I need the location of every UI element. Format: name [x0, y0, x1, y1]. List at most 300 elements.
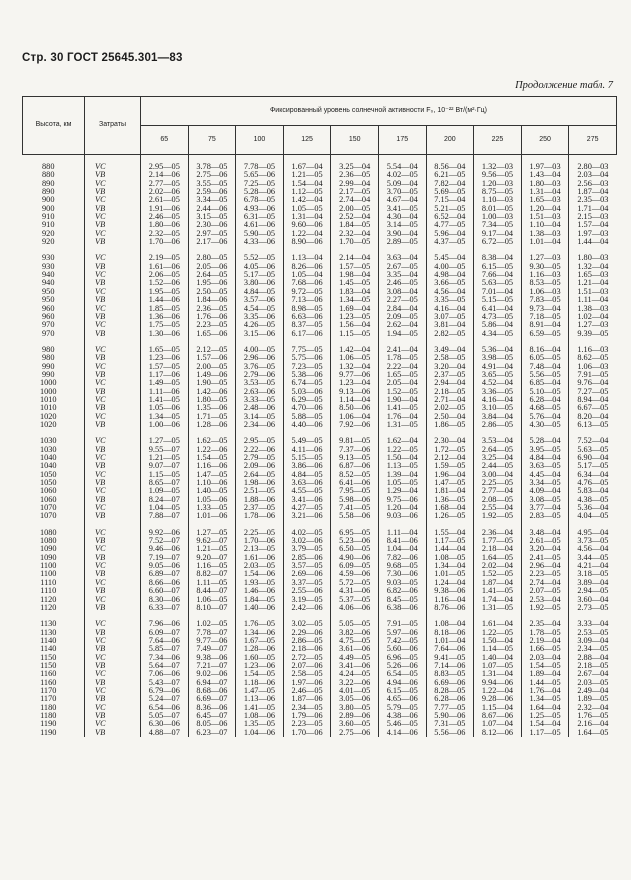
- value-cell: 1.80—03: [569, 254, 617, 262]
- value-cell: 2.86—05: [474, 421, 522, 429]
- value-cell: 1.15—04: [474, 704, 522, 712]
- value-cell: 5.90—06: [426, 712, 474, 720]
- altitude-cell: 950: [42, 296, 55, 305]
- value-cell: 5.85—07: [141, 645, 189, 653]
- value-cell: 1.65—03: [569, 271, 617, 279]
- table-row: [23, 421, 617, 429]
- value-cell: 1.87—04: [569, 188, 617, 196]
- value-cell: 1.17—05: [426, 537, 474, 545]
- altitude-cell: 980: [42, 354, 55, 363]
- value-cell: 5.54—04: [378, 163, 426, 171]
- value-cell: 3.37—05: [283, 579, 331, 587]
- value-cell: 6.15—05: [378, 687, 426, 695]
- value-cell: 9.72—05: [283, 288, 331, 296]
- spacer-cell: [331, 246, 379, 254]
- page-header: Стр. 30 ГОСТ 25645.301—83: [22, 52, 183, 64]
- value-cell: 1.27—03: [569, 321, 617, 329]
- cost-cell: VB: [85, 371, 141, 379]
- value-cell: 6.59—05: [521, 330, 569, 338]
- altitude-cell: 1070: [39, 504, 57, 513]
- value-cell: 2.56—03: [569, 180, 617, 188]
- value-cell: 7.14—06: [426, 662, 474, 670]
- spacer-cell: [188, 429, 236, 437]
- table-row: [23, 512, 617, 520]
- spacer-cell: [141, 429, 189, 437]
- value-cell: 2.75—06: [188, 171, 236, 179]
- value-cell: 1.83—04: [331, 288, 379, 296]
- value-cell: 1.96—04: [426, 471, 474, 479]
- table-row: [23, 263, 617, 271]
- value-cell: 9.68—05: [378, 562, 426, 570]
- value-cell: 1.39—04: [378, 471, 426, 479]
- value-cell: 2.32—05: [141, 230, 189, 238]
- table-row: [23, 471, 617, 479]
- value-cell: 3.35—06: [236, 313, 284, 321]
- value-cell: 1.57—05: [141, 363, 189, 371]
- value-cell: 7.77—05: [426, 704, 474, 712]
- value-cell: 1.65—06: [188, 330, 236, 338]
- value-cell: 1.32—03: [474, 163, 522, 171]
- value-cell: 1.70—06: [236, 537, 284, 545]
- value-cell: 1.42—04: [331, 346, 379, 354]
- value-cell: 3.76—05: [236, 363, 284, 371]
- table-row: [23, 579, 617, 587]
- value-cell: 2.09—05: [378, 313, 426, 321]
- header-flux-75: 75: [188, 126, 236, 155]
- table-row: [23, 662, 617, 670]
- value-cell: 5.56—05: [521, 371, 569, 379]
- value-cell: 2.15—03: [569, 213, 617, 221]
- altitude-cell: 1080: [39, 528, 57, 537]
- value-cell: 6.85—04: [521, 379, 569, 387]
- value-cell: 3.05—06: [331, 695, 379, 703]
- value-cell: 3.78—05: [188, 163, 236, 171]
- value-cell: 2.69—06: [283, 570, 331, 578]
- spacer-cell: [23, 246, 85, 254]
- value-cell: 1.32—04: [331, 363, 379, 371]
- value-cell: 4.34—05: [474, 330, 522, 338]
- spacer-cell: [85, 155, 141, 164]
- header-flux-125: 125: [283, 126, 331, 155]
- value-cell: 1.30—06: [141, 330, 189, 338]
- value-cell: 6.96—05: [378, 654, 426, 662]
- value-cell: 8.94—04: [569, 396, 617, 404]
- value-cell: 2.03—05: [569, 679, 617, 687]
- value-cell: 1.72—05: [426, 446, 474, 454]
- spacer-cell: [378, 429, 426, 437]
- value-cell: 1.60—05: [236, 654, 284, 662]
- table-row: [23, 171, 617, 179]
- spacer-cell: [23, 338, 85, 346]
- table-row: [23, 679, 617, 687]
- value-cell: 5.96—04: [426, 230, 474, 238]
- altitude-cell: 1000: [39, 379, 57, 388]
- spacer-cell: [85, 612, 141, 620]
- value-cell: 2.36—05: [188, 305, 236, 313]
- cost-cell: VC: [85, 720, 141, 728]
- value-cell: 2.94—04: [426, 379, 474, 387]
- altitude-cell: 1170: [40, 695, 57, 704]
- value-cell: 1.54—05: [236, 670, 284, 678]
- value-cell: 4.61—06: [236, 221, 284, 229]
- cost-cell: VC: [85, 180, 141, 188]
- cost-cell: VB: [85, 354, 141, 362]
- value-cell: 9.28—06: [474, 695, 522, 703]
- value-cell: 6.15—05: [474, 263, 522, 271]
- value-cell: 5.09—04: [378, 180, 426, 188]
- cost-cell: VB: [85, 263, 141, 271]
- cost-cell: VC: [85, 363, 141, 371]
- value-cell: 3.70—05: [378, 188, 426, 196]
- value-cell: 4.73—05: [474, 313, 522, 321]
- value-cell: 3.49—04: [426, 346, 474, 354]
- altitude-cell: 1040: [39, 462, 57, 471]
- value-cell: 1.52—06: [141, 279, 189, 287]
- altitude-cell: 1030: [39, 445, 57, 454]
- value-cell: 1.23—06: [236, 662, 284, 670]
- value-cell: 4.52—04: [474, 379, 522, 387]
- value-cell: 4.49—05: [331, 654, 379, 662]
- value-cell: 1.54—05: [521, 662, 569, 670]
- value-cell: 1.31—04: [521, 188, 569, 196]
- value-cell: 1.05—05: [378, 479, 426, 487]
- cost-cell: VC: [85, 487, 141, 495]
- value-cell: 4.59—06: [331, 570, 379, 578]
- value-cell: 2.19—05: [141, 254, 189, 262]
- value-cell: 1.10—04: [521, 221, 569, 229]
- value-cell: 8.10—07: [188, 604, 236, 612]
- table-row: [23, 413, 617, 421]
- value-cell: 1.64—05: [569, 729, 617, 737]
- value-cell: 1.22—06: [188, 446, 236, 454]
- altitude-cell: 1180: [40, 711, 57, 720]
- table-row: [23, 196, 617, 204]
- value-cell: 5.03—06: [283, 388, 331, 396]
- value-cell: 2.62—04: [378, 321, 426, 329]
- spacer-cell: [236, 155, 284, 164]
- spacer-cell: [23, 521, 85, 529]
- cost-cell: VB: [85, 604, 141, 612]
- value-cell: 2.51—05: [236, 487, 284, 495]
- group-spacer: [23, 521, 617, 529]
- value-cell: 7.66—04: [474, 271, 522, 279]
- altitude-cell: 920: [42, 238, 55, 247]
- value-cell: 2.64—05: [236, 471, 284, 479]
- spacer-cell: [331, 429, 379, 437]
- value-cell: 3.77—04: [521, 504, 569, 512]
- value-cell: 8.45—05: [378, 596, 426, 604]
- value-cell: 1.14—05: [474, 645, 522, 653]
- value-cell: 8.18—06: [426, 629, 474, 637]
- value-cell: 1.11—04: [569, 296, 617, 304]
- value-cell: 9.55—07: [141, 446, 189, 454]
- value-cell: 9.77—06: [331, 371, 379, 379]
- value-cell: 5.26—06: [378, 662, 426, 670]
- table-row: [23, 454, 617, 462]
- value-cell: 1.49—06: [188, 371, 236, 379]
- altitude-cell: 1060: [39, 495, 57, 504]
- spacer-cell: [569, 246, 617, 254]
- spacer-cell: [426, 155, 474, 164]
- value-cell: 6.69—06: [426, 679, 474, 687]
- value-cell: 9.07—07: [141, 462, 189, 470]
- value-cell: 8.65—07: [141, 479, 189, 487]
- altitude-cell: 1090: [39, 545, 57, 554]
- spacer-cell: [331, 521, 379, 529]
- value-cell: 3.95—05: [521, 446, 569, 454]
- value-cell: 9.46—06: [141, 545, 189, 553]
- value-cell: 4.84—05: [236, 288, 284, 296]
- value-cell: 7.19—07: [141, 554, 189, 562]
- altitude-cell: 980: [42, 345, 55, 354]
- altitude-cell: 1180: [40, 703, 57, 712]
- value-cell: 2.18—06: [283, 645, 331, 653]
- value-cell: 2.71—04: [426, 396, 474, 404]
- value-cell: 8.66—06: [141, 579, 189, 587]
- value-cell: 5.76—04: [521, 413, 569, 421]
- value-cell: 2.67—04: [569, 670, 617, 678]
- value-cell: 6.21—05: [426, 171, 474, 179]
- table-row: [23, 554, 617, 562]
- header-solar-activity: Фиксированный уровень солнечной активности F₀, 10⁻²² Вт/(м²·Гц): [141, 97, 617, 126]
- value-cell: 1.35—06: [188, 404, 236, 412]
- value-cell: 3.25—04: [331, 163, 379, 171]
- altitude-cell: 1150: [40, 653, 57, 662]
- value-cell: 1.51—03: [569, 288, 617, 296]
- table-row: [23, 654, 617, 662]
- value-cell: 8.50—06: [331, 404, 379, 412]
- value-cell: 2.08—05: [474, 496, 522, 504]
- value-cell: 2.35—03: [569, 196, 617, 204]
- value-cell: 3.55—05: [188, 180, 236, 188]
- cost-cell: VC: [85, 271, 141, 279]
- value-cell: 3.33—05: [236, 396, 284, 404]
- value-cell: 1.11—04: [378, 529, 426, 537]
- value-cell: 8.20—04: [569, 413, 617, 421]
- value-cell: 5.46—05: [378, 720, 426, 728]
- value-cell: 1.20—03: [474, 180, 522, 188]
- value-cell: 2.23—05: [521, 570, 569, 578]
- spacer-cell: [283, 246, 331, 254]
- altitude-cell: 1130: [40, 620, 57, 629]
- spacer-cell: [23, 612, 85, 620]
- value-cell: 6.74—05: [283, 379, 331, 387]
- value-cell: 1.43—04: [521, 171, 569, 179]
- header-altitude: Высота, км: [23, 97, 85, 155]
- value-cell: 2.41—05: [521, 554, 569, 562]
- header-cost: Затраты: [85, 97, 141, 155]
- value-cell: 5.52—05: [236, 254, 284, 262]
- value-cell: 1.26—05: [426, 512, 474, 520]
- value-cell: 1.84—05: [331, 221, 379, 229]
- cost-cell: VC: [85, 163, 141, 171]
- spacer-cell: [378, 612, 426, 620]
- value-cell: 5.63—05: [474, 279, 522, 287]
- altitude-cell: 1110: [40, 587, 57, 596]
- value-cell: 2.84—04: [378, 305, 426, 313]
- altitude-cell: 1100: [40, 570, 57, 579]
- spacer-cell: [331, 155, 379, 164]
- altitude-cell: 1190: [40, 728, 57, 737]
- value-cell: 1.76—05: [569, 712, 617, 720]
- value-cell: 6.29—05: [283, 396, 331, 404]
- value-cell: 1.61—04: [474, 620, 522, 628]
- value-cell: 3.15—06: [236, 330, 284, 338]
- value-cell: 1.67—04: [283, 163, 331, 171]
- cost-cell: VB: [85, 404, 141, 412]
- value-cell: 1.16—05: [188, 562, 236, 570]
- value-cell: 6.31—05: [236, 213, 284, 221]
- cost-cell: VB: [85, 330, 141, 338]
- spacer-cell: [283, 338, 331, 346]
- value-cell: 4.93—06: [236, 205, 284, 213]
- cost-cell: VB: [85, 695, 141, 703]
- spacer-cell: [188, 612, 236, 620]
- value-cell: 1.15—05: [331, 330, 379, 338]
- altitude-cell: 1120: [40, 603, 57, 612]
- altitude-cell: 900: [42, 196, 55, 205]
- cost-cell: VC: [85, 213, 141, 221]
- spacer-cell: [331, 612, 379, 620]
- value-cell: 2.37—05: [426, 371, 474, 379]
- altitude-cell: 990: [42, 370, 55, 379]
- value-cell: 1.41—05: [236, 704, 284, 712]
- value-cell: 4.24—05: [331, 670, 379, 678]
- value-cell: 1.11—05: [188, 579, 236, 587]
- value-cell: 3.84—04: [474, 413, 522, 421]
- value-cell: 2.30—04: [426, 437, 474, 445]
- value-cell: 1.08—04: [426, 620, 474, 628]
- value-cell: 2.97—05: [188, 230, 236, 238]
- table-row: [23, 462, 617, 470]
- value-cell: 1.44—05: [521, 679, 569, 687]
- value-cell: 2.34—05: [283, 704, 331, 712]
- value-cell: 3.07—05: [426, 313, 474, 321]
- table-row: [23, 188, 617, 196]
- cost-cell: VC: [85, 620, 141, 628]
- cost-cell: VC: [85, 504, 141, 512]
- value-cell: 1.40—04: [474, 654, 522, 662]
- value-cell: 3.86—06: [283, 462, 331, 470]
- value-cell: 2.30—06: [188, 221, 236, 229]
- altitude-cell: 900: [42, 204, 55, 213]
- cost-cell: VB: [85, 279, 141, 287]
- table-row: [23, 371, 617, 379]
- value-cell: 2.55—06: [283, 587, 331, 595]
- table-row: [23, 321, 617, 329]
- value-cell: 1.71—04: [569, 205, 617, 213]
- value-cell: 1.13—05: [378, 462, 426, 470]
- value-cell: 5.37—05: [331, 596, 379, 604]
- value-cell: 2.63—06: [236, 388, 284, 396]
- value-cell: 1.45—05: [331, 279, 379, 287]
- value-cell: 2.61—05: [141, 196, 189, 204]
- value-cell: 1.57—06: [188, 354, 236, 362]
- value-cell: 5.05—05: [331, 620, 379, 628]
- value-cell: 2.96—06: [236, 354, 284, 362]
- spacer-cell: [283, 521, 331, 529]
- altitude-cell: 1130: [40, 628, 57, 637]
- value-cell: 5.28—04: [521, 437, 569, 445]
- value-cell: 2.59—06: [188, 188, 236, 196]
- value-cell: 3.14—05: [378, 221, 426, 229]
- cost-cell: VC: [85, 579, 141, 587]
- value-cell: 4.30—04: [378, 213, 426, 221]
- value-cell: 5.98—06: [331, 496, 379, 504]
- value-cell: 1.22—04: [474, 687, 522, 695]
- cost-cell: VC: [85, 654, 141, 662]
- value-cell: 7.21—07: [188, 662, 236, 670]
- value-cell: 5.36—04: [569, 504, 617, 512]
- spacer-cell: [378, 246, 426, 254]
- value-cell: 4.65—06: [378, 695, 426, 703]
- value-cell: 6.82—06: [378, 587, 426, 595]
- value-cell: 7.42—05: [378, 637, 426, 645]
- value-cell: 1.86—05: [426, 421, 474, 429]
- table-row: [23, 163, 617, 171]
- value-cell: 9.39—05: [569, 330, 617, 338]
- value-cell: 1.22—05: [474, 629, 522, 637]
- value-cell: 8.38—04: [474, 254, 522, 262]
- value-cell: 1.71—05: [188, 413, 236, 421]
- value-cell: 1.20—04: [521, 205, 569, 213]
- table-row: [23, 604, 617, 612]
- value-cell: 8.56—04: [426, 163, 474, 171]
- value-cell: 2.12—05: [188, 346, 236, 354]
- value-cell: 7.18—05: [521, 313, 569, 321]
- cost-cell: VB: [85, 645, 141, 653]
- spacer-cell: [141, 246, 189, 254]
- value-cell: 7.34—06: [141, 654, 189, 662]
- table-row: [23, 479, 617, 487]
- value-cell: 1.05—06: [188, 496, 236, 504]
- value-cell: 1.05—04: [283, 271, 331, 279]
- value-cell: 1.97—06: [283, 679, 331, 687]
- cost-cell: VB: [85, 479, 141, 487]
- value-cell: 1.34—06: [236, 629, 284, 637]
- altitude-cell: 910: [42, 221, 55, 230]
- value-cell: 2.46—05: [141, 213, 189, 221]
- spacer-cell: [141, 612, 189, 620]
- value-cell: 7.49—07: [188, 645, 236, 653]
- value-cell: 3.44—05: [569, 554, 617, 562]
- spacer-cell: [236, 521, 284, 529]
- value-cell: 5.21—05: [426, 205, 474, 213]
- value-cell: 4.09—04: [521, 487, 569, 495]
- value-cell: 2.44—05: [474, 462, 522, 470]
- value-cell: 2.06—05: [141, 271, 189, 279]
- value-cell: 2.02—06: [141, 188, 189, 196]
- altitude-cell: 890: [42, 179, 55, 188]
- value-cell: 1.54—04: [521, 720, 569, 728]
- value-cell: 5.72—05: [331, 579, 379, 587]
- value-cell: 1.02—05: [188, 620, 236, 628]
- table-row: [23, 363, 617, 371]
- value-cell: 3.41—05: [378, 205, 426, 213]
- altitude-cell: 940: [42, 279, 55, 288]
- value-cell: 1.00—06: [141, 421, 189, 429]
- data-table: [22, 96, 617, 737]
- value-cell: 7.13—06: [283, 296, 331, 304]
- value-cell: 1.38—03: [521, 230, 569, 238]
- altitude-cell: 930: [42, 262, 55, 271]
- value-cell: 1.05—06: [141, 404, 189, 412]
- spacer-cell: [236, 429, 284, 437]
- value-cell: 1.22—04: [283, 230, 331, 238]
- value-cell: 1.12—05: [283, 188, 331, 196]
- value-cell: 1.06—04: [331, 413, 379, 421]
- value-cell: 3.63—05: [521, 462, 569, 470]
